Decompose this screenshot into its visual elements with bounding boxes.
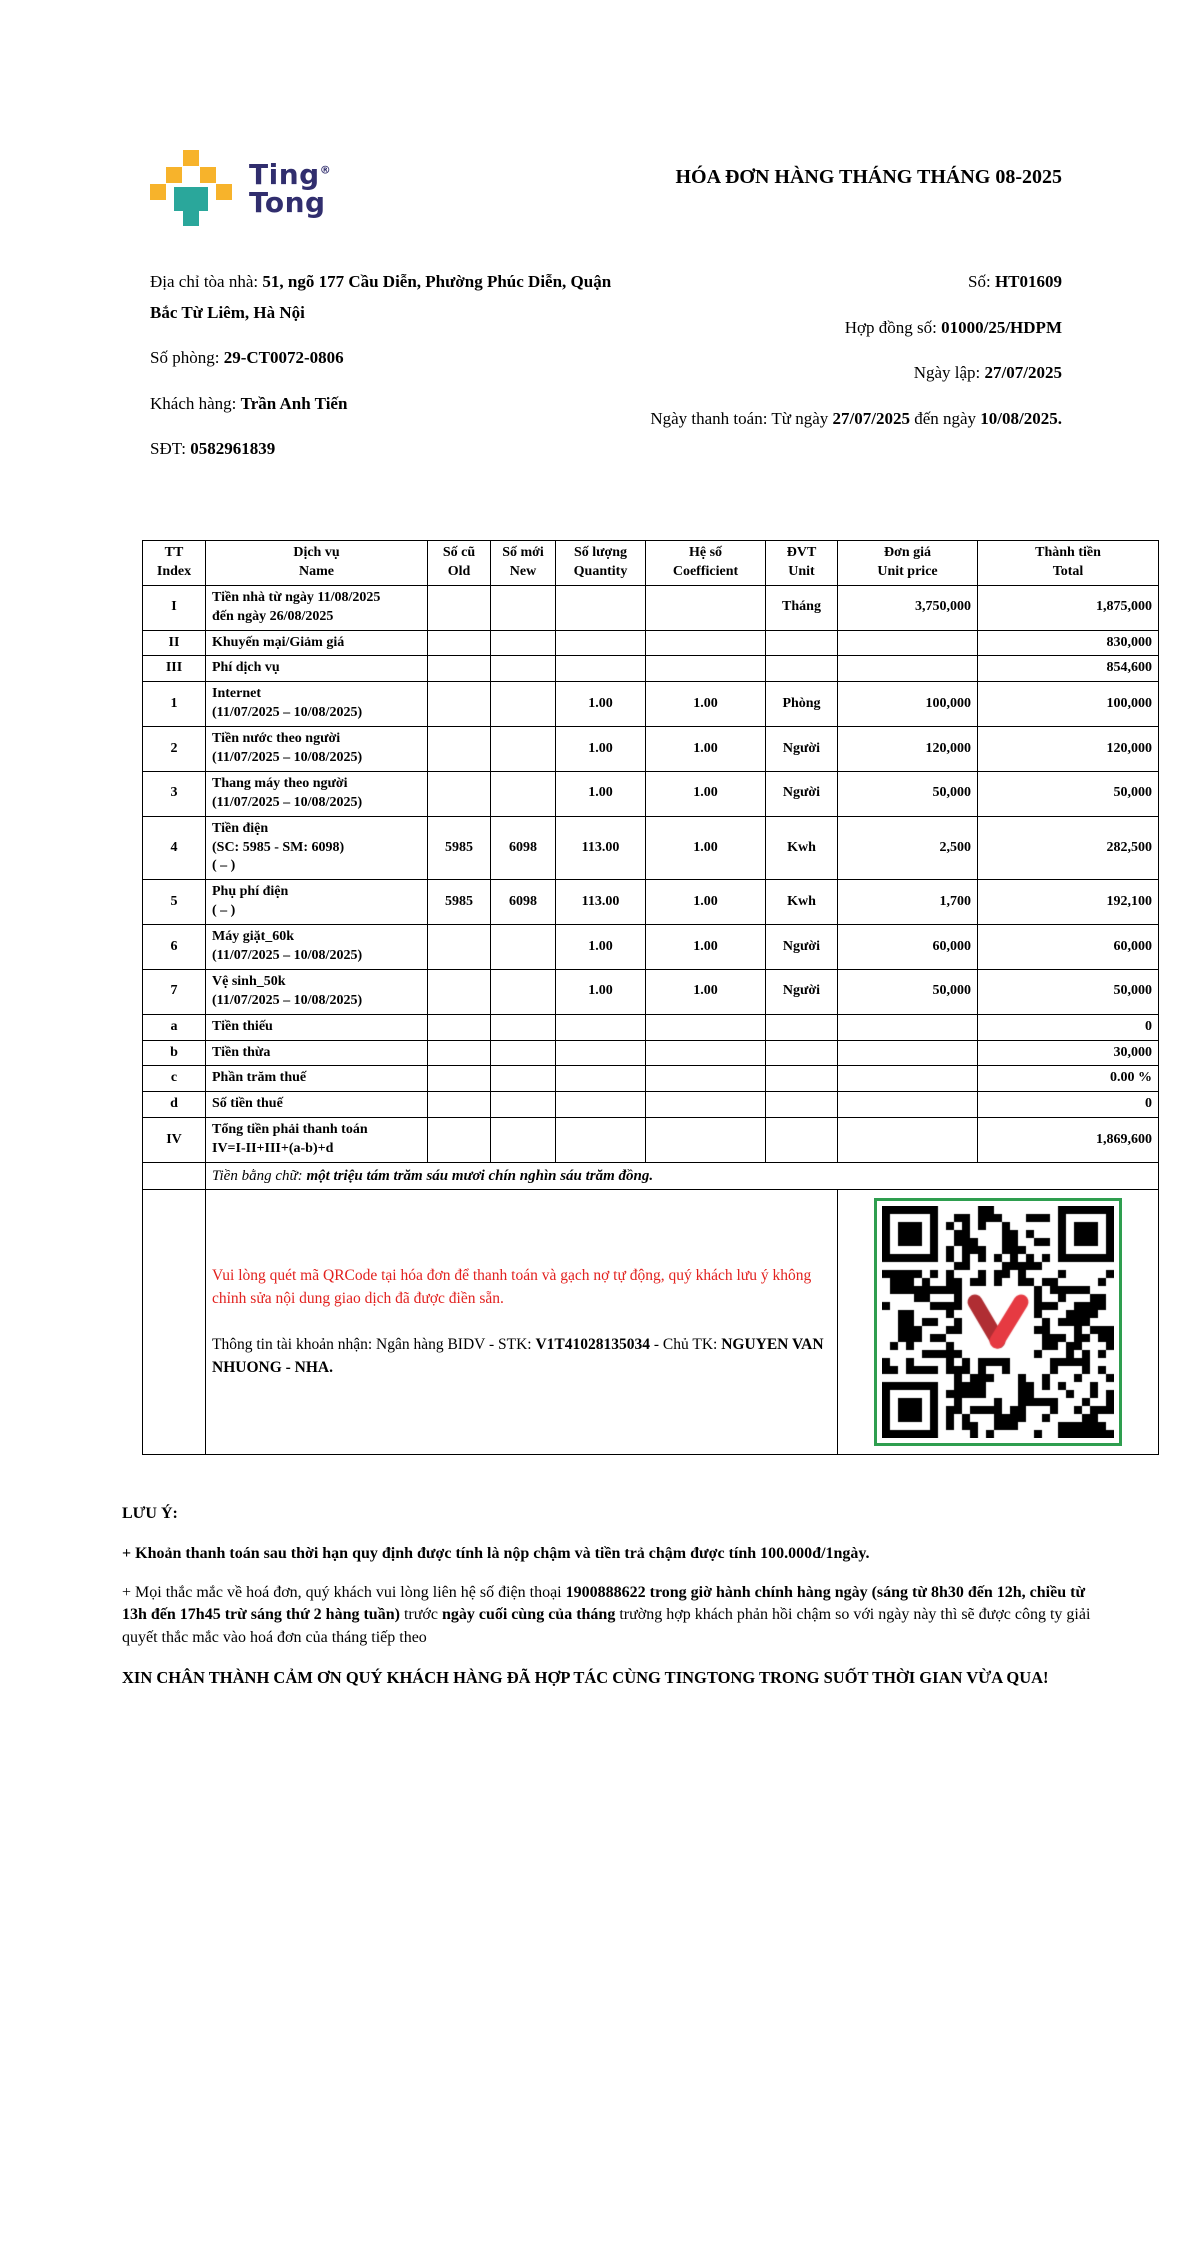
cell-unit: Kwh: [766, 816, 838, 880]
cell-coef: 1.00: [646, 880, 766, 925]
cell-unit: [766, 656, 838, 682]
cell-old: 5985: [428, 880, 491, 925]
cell-qty: 1.00: [556, 682, 646, 727]
cell-name: Phí dịch vụ: [206, 656, 428, 682]
invoice-table-head-row: [143, 540, 1159, 585]
cell-price: 120,000: [838, 727, 978, 772]
service-row: [143, 727, 1159, 772]
logo-pixel: [200, 167, 216, 183]
cell-qty: [556, 585, 646, 630]
service-row: [143, 1040, 1159, 1066]
cell-total: 1,875,000: [978, 585, 1159, 630]
text-segment: Khách hàng:: [150, 393, 241, 413]
column-header: Hệ số Coefficient: [646, 540, 766, 585]
cell-new: [491, 1014, 556, 1040]
late-payment-note: [122, 1543, 1112, 1565]
cell-name: Thang máy theo người (11/07/2025 – 10/08/2025): [206, 771, 428, 816]
cell-total: 0: [978, 1014, 1159, 1040]
hotline-note: [122, 1582, 1112, 1649]
amount-in-words: [206, 1163, 1159, 1190]
cell-index: a: [143, 1014, 206, 1040]
logo-word-ting: Ting: [249, 158, 320, 192]
cell-name: Khuyến mại/Giảm giá: [206, 630, 428, 656]
qr-cell: [838, 1190, 1159, 1455]
column-header: Số lượng Quantity: [556, 540, 646, 585]
cell-index: d: [143, 1092, 206, 1118]
service-row: [143, 880, 1159, 925]
cell-name: Tiền thiếu: [206, 1014, 428, 1040]
cell-old: [428, 925, 491, 970]
cell-qty: 1.00: [556, 969, 646, 1014]
cell-unit: Người: [766, 771, 838, 816]
logo-pixel: [150, 184, 166, 200]
cell-new: [491, 1118, 556, 1163]
cell-new: [491, 969, 556, 1014]
service-row: [143, 1066, 1159, 1092]
cell-qty: [556, 630, 646, 656]
cell-old: [428, 727, 491, 772]
text-segment: trước: [399, 1606, 442, 1624]
cell-index: b: [143, 1040, 206, 1066]
cell-price: [838, 630, 978, 656]
logo-pixel: [183, 150, 199, 166]
cell-qty: 1.00: [556, 771, 646, 816]
cell-new: [491, 925, 556, 970]
cell-coef: [646, 656, 766, 682]
text-segment: Thông tin tài khoản nhận: Ngân hàng BIDV - STK:: [212, 1336, 536, 1354]
cell-coef: 1.00: [646, 925, 766, 970]
column-header: Số mới New: [491, 540, 556, 585]
amount-in-words-row: [143, 1163, 1159, 1190]
payment-period-line: [642, 404, 1062, 435]
cell-index: III: [143, 656, 206, 682]
text-segment: + Mọi thắc mắc về hoá đơn, quý khách vui lòng liên hệ số điện thoại: [122, 1584, 566, 1602]
cell-total: 282,500: [978, 816, 1159, 880]
cell-qty: [556, 1040, 646, 1066]
cell-unit: [766, 1040, 838, 1066]
cell-qty: 1.00: [556, 925, 646, 970]
text-segment: 01000/25/HDPM: [941, 317, 1062, 337]
cell-index: 4: [143, 816, 206, 880]
cell-total: 50,000: [978, 969, 1159, 1014]
cell-name: Phụ phí điện ( – ): [206, 880, 428, 925]
text-segment: Trần Anh Tiến: [240, 393, 348, 413]
service-row: [143, 771, 1159, 816]
cell-index: 5: [143, 880, 206, 925]
text-segment: 10/08/2025.: [980, 408, 1062, 428]
service-row: [143, 925, 1159, 970]
cell-old: [428, 682, 491, 727]
cell-price: [838, 1014, 978, 1040]
customer-name-line: [150, 389, 625, 420]
cell-price: 60,000: [838, 925, 978, 970]
cell-coef: [646, 1040, 766, 1066]
cell-index: 7: [143, 969, 206, 1014]
cell-price: [838, 1118, 978, 1163]
service-row: [143, 969, 1159, 1014]
cell-qty: 113.00: [556, 816, 646, 880]
cell-price: [838, 1040, 978, 1066]
cell-price: 3,750,000: [838, 585, 978, 630]
text-segment: Ngày lập:: [913, 363, 985, 383]
cell-unit: [766, 1092, 838, 1118]
service-row: [143, 630, 1159, 656]
text-segment: 0582961839: [190, 439, 276, 459]
cell-coef: 1.00: [646, 727, 766, 772]
cell-new: [491, 1092, 556, 1118]
column-header: Đơn giá Unit price: [838, 540, 978, 585]
column-header: Số cũ Old: [428, 540, 491, 585]
cell-new: [491, 682, 556, 727]
cell-index: 3: [143, 771, 206, 816]
cell-name: Tiền điện (SC: 5985 - SM: 6098) ( – ): [206, 816, 428, 880]
text-segment: 51, ngõ 177 Cầu Diễn, Phường Phúc Diễn, Quận Bắc Từ Liêm, Hà Nội: [150, 272, 612, 322]
cell-new: 6098: [491, 816, 556, 880]
logo-wordmark: [249, 158, 332, 219]
cell-new: [491, 656, 556, 682]
service-row: [143, 656, 1159, 682]
cell-index: 2: [143, 727, 206, 772]
invoice-table: [142, 540, 1159, 1455]
cell-name: Tiền nhà từ ngày 11/08/2025 đến ngày 26/08/2025: [206, 585, 428, 630]
text-segment: 27/07/2025: [832, 408, 910, 428]
text-segment: SĐT:: [150, 439, 191, 459]
cell-old: [428, 1066, 491, 1092]
column-header: TT Index: [143, 540, 206, 585]
thank-you-note: XIN CHÂN THÀNH CẢM ƠN QUÝ KHÁCH HÀNG ĐÃ HỢP TÁC CÙNG TINGTONG TRONG SUỐT THỜI GIAN VỪA QUA!: [122, 1668, 1049, 1688]
ting-tong-logo-icon: [150, 150, 234, 227]
cell-unit: [766, 1014, 838, 1040]
info-section: [150, 267, 1158, 480]
logo-pixel: [216, 184, 232, 200]
cell-index: 1: [143, 682, 206, 727]
invoice-table-body: [143, 585, 1159, 1162]
cell-price: 2,500: [838, 816, 978, 880]
cell-unit: Kwh: [766, 880, 838, 925]
cell-unit: Người: [766, 925, 838, 970]
cell-qty: 113.00: [556, 880, 646, 925]
text-segment: một triệu tám trăm sáu mươi chín nghìn sáu trăm đồng.: [306, 1168, 654, 1185]
phone-number-line: [150, 434, 625, 465]
cell-old: [428, 1118, 491, 1163]
cell-index: c: [143, 1066, 206, 1092]
cell-unit: [766, 1066, 838, 1092]
cell-total: 100,000: [978, 682, 1159, 727]
cell-old: [428, 771, 491, 816]
note-heading: LƯU Ý:: [122, 1505, 178, 1523]
cell-unit: [766, 630, 838, 656]
contract-number-line: [642, 313, 1062, 344]
logo-word-tong: Tong: [249, 185, 326, 219]
footer-notes: [122, 1503, 1112, 1689]
room-number-line: [150, 343, 625, 374]
text-segment: - Chủ TK:: [650, 1336, 722, 1354]
logo-pixel: [183, 211, 199, 226]
text-segment: Địa chỉ tòa nhà:: [150, 272, 263, 291]
column-header: Dịch vụ Name: [206, 540, 428, 585]
cell-coef: [646, 1014, 766, 1040]
text-segment: đến ngày: [909, 408, 981, 428]
logo-pixel: [174, 187, 208, 211]
cell-new: [491, 727, 556, 772]
service-row: [143, 1118, 1159, 1163]
cell-coef: 1.00: [646, 816, 766, 880]
cell-old: 5985: [428, 816, 491, 880]
cell-price: 50,000: [838, 771, 978, 816]
cell-price: 1,700: [838, 880, 978, 925]
text-segment: Tiền bằng chữ:: [212, 1168, 307, 1185]
cell-qty: [556, 1092, 646, 1118]
cell-new: [491, 771, 556, 816]
info-right: [642, 267, 1062, 480]
info-left: [150, 267, 625, 480]
registered-mark: ®: [319, 163, 332, 177]
cell-total: 0.00 %: [978, 1066, 1159, 1092]
cell-price: 50,000: [838, 969, 978, 1014]
cell-name: Phần trăm thuế: [206, 1066, 428, 1092]
cell-name: Tiền thừa: [206, 1040, 428, 1066]
cell-name: Tổng tiền phải thanh toán IV=I-II+III+(a-b)+d: [206, 1118, 428, 1163]
cell-qty: [556, 1118, 646, 1163]
cell-new: [491, 585, 556, 630]
text-segment: 1900888622 trong giờ hành chính hàng ngày (sáng từ 8h30 đến 12h, chiều từ 13h đến 17h45 trừ sáng thứ 2 hàng tuần): [122, 1584, 1086, 1624]
cell-price: 100,000: [838, 682, 978, 727]
cell-coef: 1.00: [646, 969, 766, 1014]
logo-pixel: [166, 167, 182, 183]
text-segment: V1T41028135034: [535, 1336, 650, 1354]
qr-payment-note: Vui lòng quét mã QRCode tại hóa đơn để thanh toán và gạch nợ tự động, quý khách lưu ý không chỉnh sửa nội dung giao dịch đã được điền sẵn.: [212, 1267, 812, 1307]
ting-tong-logo: [150, 150, 331, 227]
text-segment: ngày cuối cùng của tháng: [441, 1606, 616, 1624]
text-segment: NGUYEN VAN NHUONG - NHA.: [212, 1336, 824, 1376]
cell-new: [491, 1040, 556, 1066]
cell-coef: 1.00: [646, 771, 766, 816]
payment-instructions: [206, 1190, 838, 1455]
invoice-title: HÓA ĐƠN HÀNG THÁNG THÁNG 08-2025: [675, 166, 1062, 188]
cell-coef: [646, 630, 766, 656]
text-segment: 27/07/2025: [984, 363, 1062, 383]
invoice-number-line: [642, 267, 1062, 298]
cell-old: [428, 1040, 491, 1066]
text-segment: Hợp đồng số:: [844, 317, 942, 337]
text-segment: + Khoản thanh toán sau thời hạn quy định được tính là nộp chậm và tiền trả chậm được tính 100.000đ/1ngày.: [122, 1544, 870, 1562]
issue-date-line: [642, 358, 1062, 389]
text-segment: Ngày thanh toán: Từ ngày: [650, 408, 833, 428]
cell-old: [428, 585, 491, 630]
cell-price: [838, 1092, 978, 1118]
cell-name: Máy giặt_60k (11/07/2025 – 10/08/2025): [206, 925, 428, 970]
text-segment: Số:: [968, 272, 995, 291]
cell-coef: [646, 1066, 766, 1092]
text-segment: Số phòng:: [150, 348, 224, 368]
cell-total: 60,000: [978, 925, 1159, 970]
cell-qty: [556, 1014, 646, 1040]
cell-total: 50,000: [978, 771, 1159, 816]
cell-total: 854,600: [978, 656, 1159, 682]
cell-name: Số tiền thuế: [206, 1092, 428, 1118]
header: [150, 150, 1158, 227]
cell-total: 1,869,600: [978, 1118, 1159, 1163]
cell-name: Internet (11/07/2025 – 10/08/2025): [206, 682, 428, 727]
cell-index: 6: [143, 925, 206, 970]
cell-total: 192,100: [978, 880, 1159, 925]
cell-coef: 1.00: [646, 682, 766, 727]
cell-index: IV: [143, 1118, 206, 1163]
cell-unit: Phòng: [766, 682, 838, 727]
service-row: [143, 1014, 1159, 1040]
cell-index: I: [143, 585, 206, 630]
cell-new: [491, 630, 556, 656]
cell-price: [838, 656, 978, 682]
cell-old: [428, 656, 491, 682]
cell-old: [428, 1014, 491, 1040]
cell-qty: [556, 1066, 646, 1092]
qr-frame: [874, 1198, 1122, 1446]
empty-cell: [143, 1163, 206, 1190]
service-row: [143, 816, 1159, 880]
cell-unit: Người: [766, 969, 838, 1014]
cell-coef: [646, 1118, 766, 1163]
cell-old: [428, 630, 491, 656]
service-row: [143, 1092, 1159, 1118]
cell-index: II: [143, 630, 206, 656]
cell-old: [428, 969, 491, 1014]
cell-coef: [646, 585, 766, 630]
empty-cell: [143, 1190, 206, 1455]
cell-new: [491, 1066, 556, 1092]
cell-name: Tiền nước theo người (11/07/2025 – 10/08/2025): [206, 727, 428, 772]
service-row: [143, 585, 1159, 630]
column-header: Thành tiền Total: [978, 540, 1159, 585]
cell-coef: [646, 1092, 766, 1118]
cell-old: [428, 1092, 491, 1118]
cell-qty: [556, 656, 646, 682]
cell-qty: 1.00: [556, 727, 646, 772]
qr-row: [143, 1190, 1159, 1455]
cell-total: 0: [978, 1092, 1159, 1118]
cell-unit: Người: [766, 727, 838, 772]
building-address-line: [150, 267, 625, 328]
cell-total: 830,000: [978, 630, 1159, 656]
service-row: [143, 682, 1159, 727]
cell-unit: [766, 1118, 838, 1163]
text-segment: HT01609: [994, 272, 1062, 291]
qr-code-canvas: [882, 1206, 1114, 1438]
cell-total: 30,000: [978, 1040, 1159, 1066]
text-segment: 29-CT0072-0806: [223, 348, 344, 368]
account-info: [212, 1334, 831, 1379]
cell-new: 6098: [491, 880, 556, 925]
cell-price: [838, 1066, 978, 1092]
text-segment: trường hợp khách phản hồi chậm so với ngày này thì sẽ được công ty giải quyết thắc mắc vào hoá đơn của tháng tiếp theo: [122, 1606, 1091, 1646]
cell-total: 120,000: [978, 727, 1159, 772]
cell-unit: Tháng: [766, 585, 838, 630]
cell-name: Vệ sinh_50k (11/07/2025 – 10/08/2025): [206, 969, 428, 1014]
column-header: ĐVT Unit: [766, 540, 838, 585]
